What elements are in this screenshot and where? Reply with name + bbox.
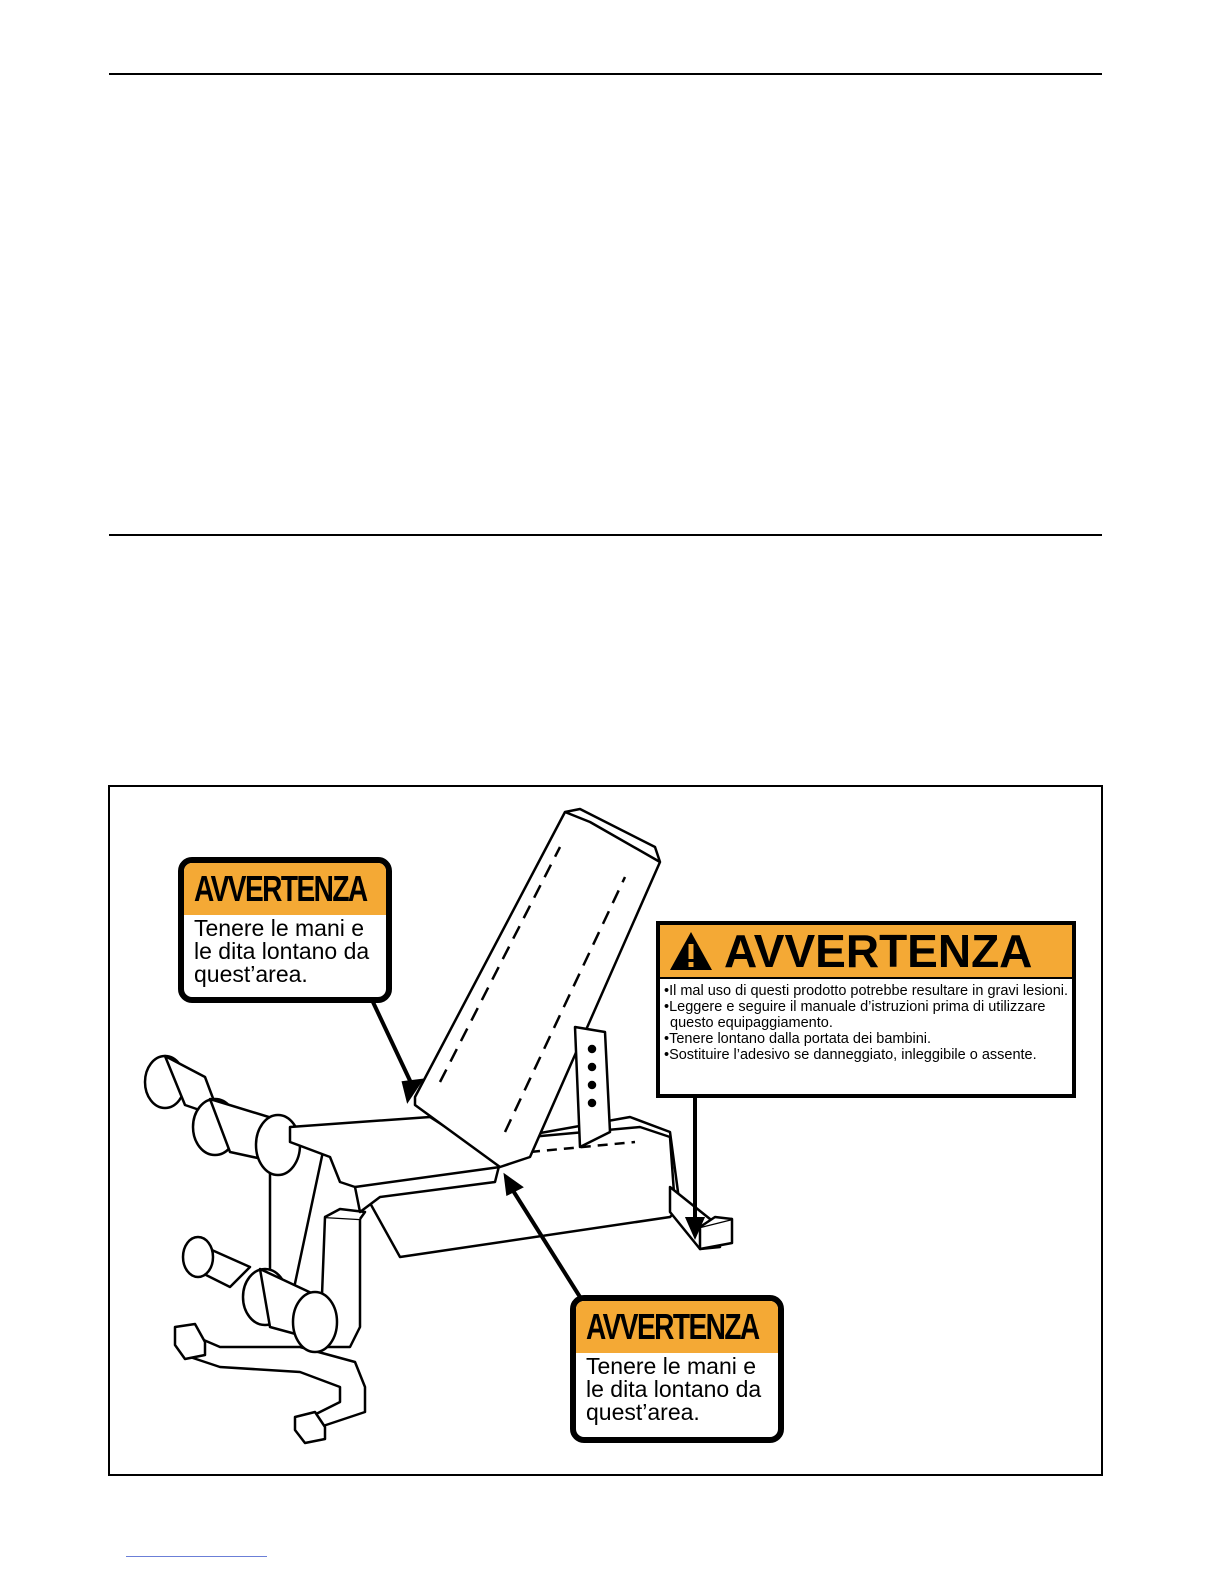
warning-triangle-icon (668, 930, 714, 972)
warning-title: AVVERTENZA (194, 868, 367, 909)
warning-label-bottom (570, 1295, 784, 1443)
list-item: •Il mal uso di questi prodotto potrebbe resultare in gravi lesioni. (664, 983, 1069, 999)
warning-label-header (184, 863, 386, 915)
warning-label-top-left (178, 857, 392, 1003)
warning-label-right (656, 921, 1076, 1098)
warning-title: AVVERTENZA (724, 925, 1033, 977)
middle-rule (109, 534, 1102, 536)
warning-text: Tenere le mani e le dita lontano da quest’area. (586, 1353, 762, 1425)
top-rule (109, 73, 1102, 75)
warning-text: Tenere le mani e le dita lontano da quest’area. (194, 915, 370, 987)
warning-title: AVVERTENZA (586, 1306, 759, 1347)
warning-label-header (660, 925, 1072, 979)
bench-warning-figure (108, 785, 1103, 1476)
list-item: •Sostituire l’adesivo se danneggiato, inleggibile o assente. (664, 1047, 1037, 1063)
warning-list (660, 979, 1072, 1063)
list-item: •Leggere e seguire il manuale d’istruzioni prima di utilizzare questo equipaggiamento. (664, 999, 1046, 1031)
footer-link-underline[interactable] (126, 1556, 267, 1557)
warning-label-header (576, 1301, 778, 1353)
list-item: •Tenere lontano dalla portata dei bambini. (664, 1031, 932, 1047)
